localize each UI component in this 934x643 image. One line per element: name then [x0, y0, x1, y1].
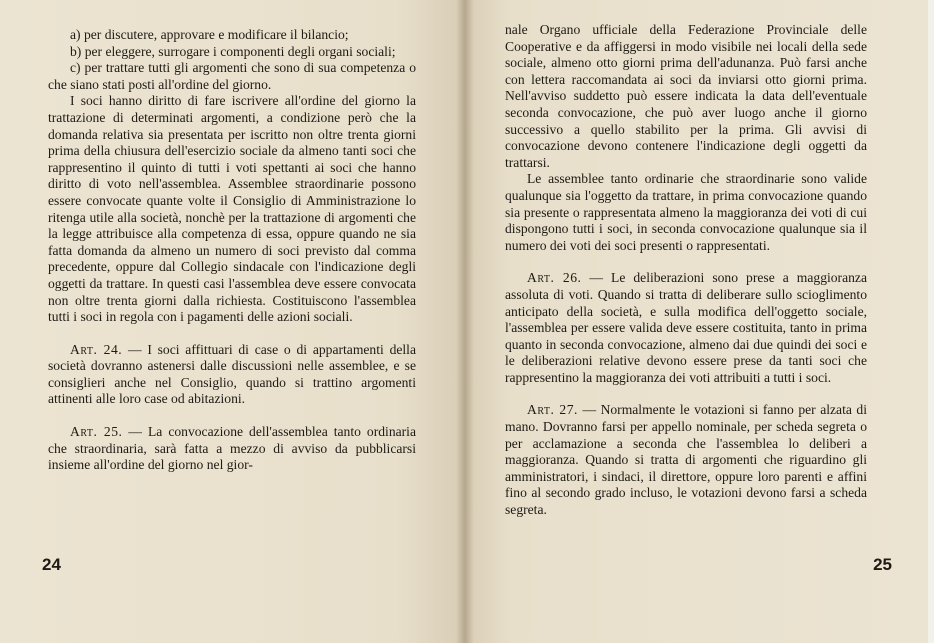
right-page-body — [505, 22, 867, 519]
list-item-a: a) per discutere, approvare e modificare il bilancio; — [70, 27, 349, 42]
article-26 — [505, 270, 867, 386]
paragraph-agenda-rights: I soci hanno diritto di fare iscrivere all'ordine del giorno la trattazione di determinati argomenti, a condizione però che la domanda relativa sia presentata per iscritto non oltre trenta giorni prima della chiusura dell'esercizio sociale da almeno tanti soci che rappresentino il quinto di tutti i voti spettanti ai soci che hanno diritto di voto nell'assemblea. Assemblee straordinarie possono essere convocate quante volte il Consiglio di Amministrazione lo ritenga utile alla società, nonchè per la trattazione di argomenti che la legge attribuisce alla competenza di essa, oppure quando ne sia fatta domanda da almeno un numero di soci previsto dal comma precedente, oppure dal Collegio sindacale con l'indicazione degli oggetti da trattare. In questi casi l'assemblea deve essere convocata non oltre trenta giorni dalla richiesta. Costituiscono l'assemblea tutti i soci in regola con i pagamenti delle azioni sociali. — [48, 93, 416, 325]
article-27 — [505, 402, 867, 518]
article-25-text: — La convocazione dell'assemblea tanto ordinaria che straordinaria, sarà fatta a mezzo di avviso da pubblicarsi insieme all'ordine del giorno nel gior- — [48, 424, 416, 473]
right-page — [465, 0, 934, 643]
left-page — [0, 0, 465, 643]
page-number-left: 24 — [42, 555, 61, 574]
list-item-b: b) per eleggere, surrogare i componenti degli organi sociali; — [70, 43, 396, 59]
page-number-right: 25 — [873, 555, 892, 574]
article-25-heading: Art. 25. — [70, 424, 123, 440]
article-26-text: — Le deliberazioni sono prese a maggioranza assoluta di voti. Quando si tratta di deliberare sullo scioglimento anticipato della società, e sulla modifica dell'oggetto sociale, l'assemblea per essere valida deve essere costituita, tanto in prima quanto in seconda convocazione, almeno dai due quindi dei soci e le deliberazioni relative devono essere prese da tanti soci che rappresentino la maggioranza dei voti attribuiti a tutti i soci. — [505, 270, 867, 385]
article-27-heading: Art. 27. — [527, 402, 578, 418]
page-edge — [928, 0, 934, 643]
article-24-text: — I soci affittuari di case o di appartamenti della società dovranno astenersi dalle discussioni nelle assemblee, e se consiglieri anche nel Consiglio, quando si trattino argomenti attinenti alle loro case od abitazioni. — [48, 341, 416, 407]
article-24 — [48, 342, 416, 408]
article-25-continuation: nale Organo ufficiale della Federazione Provinciale delle Cooperative e da affiggersi in modo visibile nei locali della sede sociale, almeno otto giorni prima dell'adunanza. Può farsi anche con lettera raccomandata ai soci da inviarsi otto giorni prima. Nell'avviso suddetto può essere indicata la data dell'eventuale seconda convocazione, che può aver luogo anche il giorno successivo a quello stabilito per la prima. Gli avvisi di convocazione devono contenere l'indicazione degli oggetti da trattarsi. — [505, 22, 867, 170]
list-item-c: c) per trattare tutti gli argomenti che sono di sua competenza o che siano stati posti all'ordine del giorno. — [48, 60, 416, 92]
article-24-heading: Art. 24. — [70, 341, 123, 357]
article-25 — [48, 424, 416, 474]
article-27-text: — Normalmente le votazioni si fanno per alzata di mano. Dovranno farsi per appello nominale, per scheda segreta o per acclamazione a seconda che l'assemblea lo deliberi a maggioranza. Quando si tratta di argomenti che riguardino gli amministratori, i sindaci, il direttore, oppure loro parenti e affini fino al secondo grado incluso, le votazioni devono farsi a scheda segreta. — [505, 402, 867, 518]
book-gutter — [456, 0, 474, 643]
paragraph-validity: Le assemblee tanto ordinarie che straordinarie sono valide qualunque sia l'oggetto da trattare, in prima convocazione quando sia presente o rappresentata almeno la maggioranza dei voti di cui dispongono tutti i soci, in seconda convocazione qualunque sia il numero dei voti dei soci presenti o rappresentati. — [505, 171, 867, 253]
left-page-body — [48, 27, 416, 474]
article-26-heading: Art. 26. — [527, 270, 582, 286]
